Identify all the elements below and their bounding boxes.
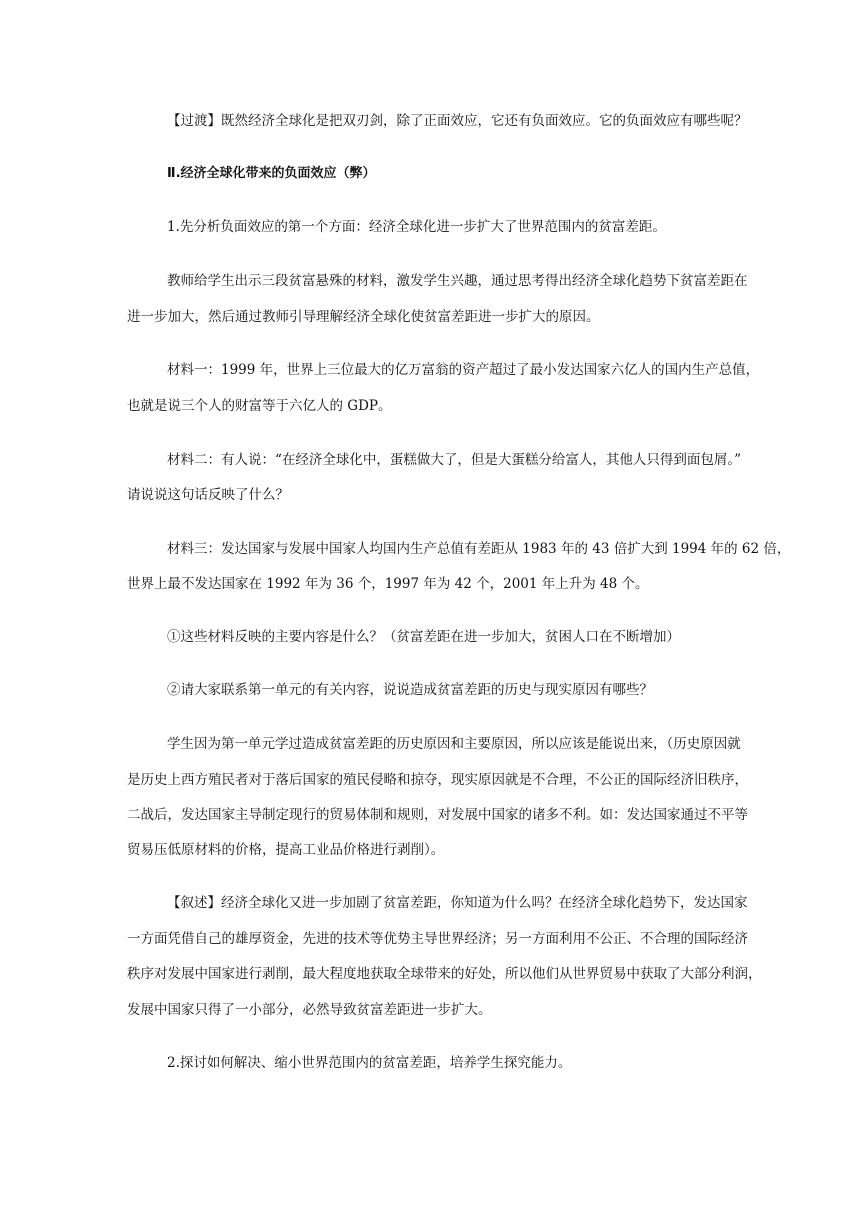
question-2: ②请大家联系第一单元的有关内容，说说造成贫富差距的历史与现实原因有哪些？ [167, 682, 653, 698]
material-3-line-2: 世界上最不发达国家在 1992 年为 36 个，1997 年为 42 个，2001 年上升为 48 个。 [127, 576, 649, 592]
narration-line-2: 一方面凭借自己的雄厚资金，先进的技术等优势主导世界经济；另一方面利用不公正、不合理的国际经济 [127, 931, 748, 947]
student-answer-line-1: 学生因为第一单元学过造成贫富差距的历史原因和主要原因，所以应该是能说出来，（历史原因就 [167, 736, 741, 752]
question-1: ①这些材料反映的主要内容是什么？（贫富差距在进一步加大，贫困人口在不断增加） [167, 629, 680, 645]
item-1-paragraph: 1.先分析负面效应的第一个方面：经济全球化进一步扩大了世界范围内的贫富差距。 [167, 219, 666, 235]
material-2-line-2: 请说说这句话反映了什么？ [127, 487, 289, 503]
narration-line-1: 【叙述】经济全球化又进一步加剧了贫富差距，你知道为什么吗？在经济全球化趋势下，发达国家 [167, 895, 748, 911]
material-1-line-2: 也就是说三个人的财富等于六亿人的 GDP。 [127, 398, 392, 414]
narration-line-4: 发展中国家只得了一小部分，必然导致贫富差距进一步扩大。 [127, 1002, 492, 1018]
teacher-materials-line-1: 教师给学生出示三段贫富悬殊的材料，激发学生兴趣，通过思考得出经济全球化趋势下贫富差距在 [167, 273, 748, 289]
student-answer-line-2: 是历史上西方殖民者对于落后国家的殖民侵略和掠夺，现实原因就是不合理，不公正的国际经济旧秩序， [127, 772, 748, 788]
teacher-materials-line-2: 进一步加大，然后通过教师引导理解经济全球化使贫富差距进一步扩大的原因。 [127, 309, 600, 325]
material-3-line-1: 材料三：发达国家与发展中国家人均国内生产总值有差距从 1983 年的 43 倍扩大到 1994 年的 62 倍， [167, 541, 791, 557]
material-2-line-1: 材料二：有人说：“在经济全球化中，蛋糕做大了，但是大蛋糕分给富人，其他人只得到面包屑。” [167, 452, 742, 468]
student-answer-line-4: 贸易压低原材料的价格，提高工业品价格进行剥削）。 [127, 842, 445, 858]
section-heading: Ⅱ.经济全球化带来的负面效应（弊） [167, 166, 376, 181]
student-answer-line-3: 二战后，发达国家主导制定现行的贸易体制和规则，对发展中国家的诸多不利。如：发达国家通过不平等 [127, 807, 748, 823]
narration-line-3: 秩序对发展中国家进行剥削，最大程度地获取全球带来的好处，所以他们从世界贸易中获取了大部分利润， [127, 966, 762, 982]
transition-paragraph: 【过渡】既然经济全球化是把双刃剑，除了正面效应，它还有负面效应。它的负面效应有哪些呢？ [167, 113, 748, 129]
material-1-line-1: 材料一：1999 年，世界上三位最大的亿万富翁的资产超过了最小发达国家六亿人的国内生产总值， [167, 362, 760, 378]
item-2-paragraph: 2.探讨如何解决、缩小世界范围内的贫富差距，培养学生探究能力。 [167, 1055, 572, 1071]
